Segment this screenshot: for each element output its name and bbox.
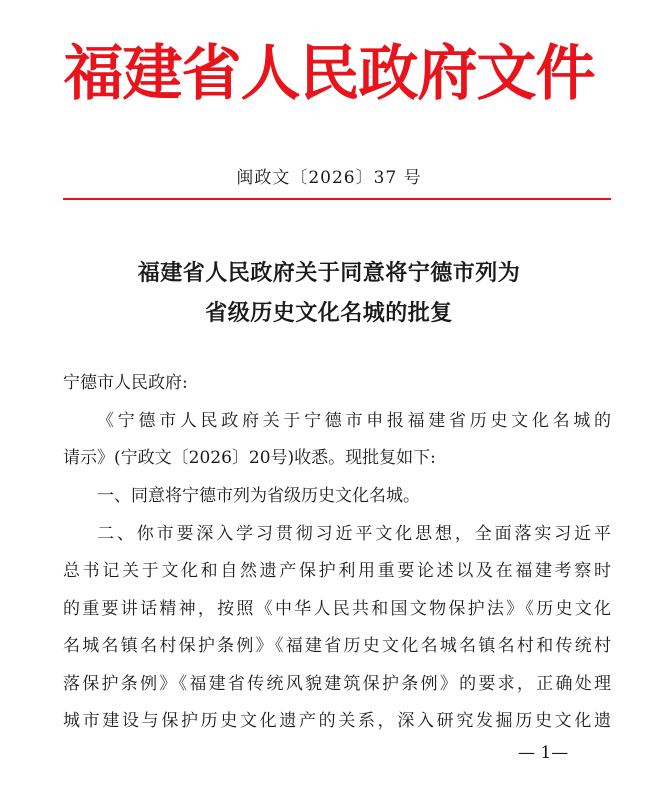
reply-title-line-1: 福建省人民政府关于同意将宁德市列为 [137, 260, 521, 286]
page-number: — 1— [518, 743, 569, 763]
body-line: 落保护条例》《福建省传统风貌建筑保护条例》的要求，正确处理 [63, 674, 611, 694]
body-line: 《宁德市人民政府关于宁德市申报福建省历史文化名城的 [97, 411, 611, 431]
red-divider-line [63, 198, 611, 200]
body-line: 二、你市要深入学习贯彻习近平文化思想，全面落实习近平 [97, 524, 611, 544]
body-line: 名城名镇名村保护条例》《福建省历史文化名城名镇名村和传统村 [63, 636, 611, 656]
body-line: 一、同意将宁德市列为省级历史文化名城。 [97, 486, 420, 506]
body-line: 城市建设与保护历史文化遗产的关系，深入研究发掘历史文化遗 [63, 711, 611, 731]
salutation: 宁德市人民政府: [63, 373, 188, 393]
body-line: 总书记关于文化和自然遗产保护利用重要论述以及在福建考察时 [63, 561, 611, 581]
body-line: 请示》(宁政文〔2026〕20号)收悉。现批复如下: [63, 448, 436, 468]
document-number: 闽政文〔2026〕37 号 [236, 168, 422, 188]
body-line: 的重要讲话精神，按照《中华人民共和国文物保护法》《历史文化 [63, 599, 611, 619]
reply-title-line-2: 省级历史文化名城的批复 [205, 300, 453, 326]
document-red-header: 福建省人民政府文件 [63, 39, 595, 109]
